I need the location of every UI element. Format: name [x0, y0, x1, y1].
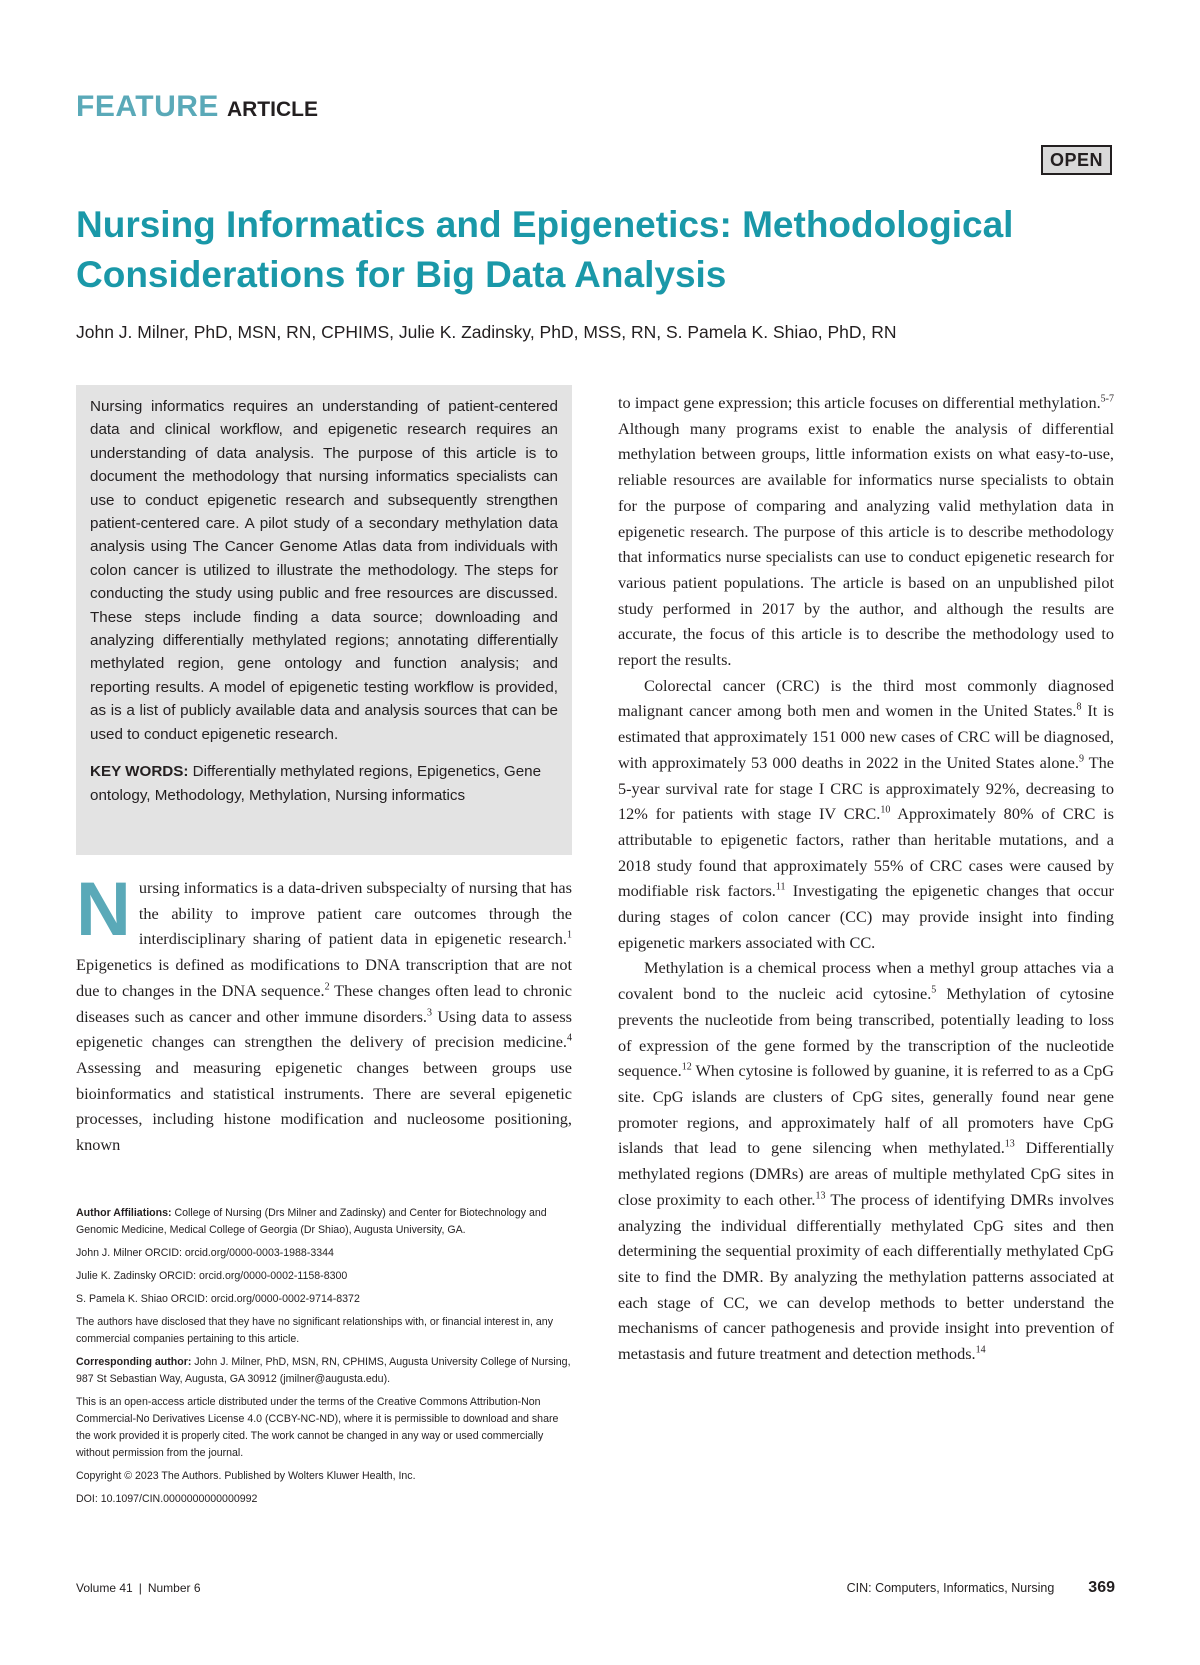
- footer-journal-name: CIN: Computers, Informatics, Nursing: [846, 1581, 1055, 1595]
- orcid-shiao: S. Pamela K. Shiao ORCID: orcid.org/0000-0002-9714-8372: [76, 1293, 360, 1305]
- keywords: [90, 760, 558, 807]
- abstract-text: Nursing informatics requires an understanding of patient-centered data and clinical workflow, and epigenetic research requires an understanding of data analysis. The purpose of this article is to document the methodology that nursing informatics specialists can use to conduct epigenetic research and subsequently strengthen patient-centered care. A pilot study of a secondary methylation data analysis using The Cancer Genome Atlas data from individuals with colon cancer is utilized to illustrate the methodology. The steps for conducting the study using public and free resources are discussed. These steps include finding a data source; downloading and analyzing differentially methylated regions; annotating differentially methylated region, gene ontology and function analysis; and reporting results. A model of epigenetic testing workflow is provided, as is a list of publicly available data and analysis sources that can be used to conduct epigenetic research.: [90, 398, 558, 743]
- footer-separator: |: [138, 1581, 142, 1595]
- license-note: This is an open-access article distributed under the terms of the Creative Commons Attribution-Non Commercial-No Derivatives License 4.0 (CCBY-NC-ND), where it is permissible to download and share the work provided it is properly cited. The work cannot be changed in any way or used commercially without permission from the journal.: [76, 1396, 559, 1459]
- footer-journal-info: [760, 1579, 1115, 1597]
- orcid-zadinsky: Julie K. Zadinsky ORCID: orcid.org/0000-0002-1158-8300: [76, 1270, 348, 1282]
- author-affiliations: Author Affiliations: College of Nursing (Drs Milner and Zadinsky) and Center for Biotechnology and Genomic Medicine, Medical College of Georgia (Dr Shiao), Augusta University, GA.: [76, 1207, 547, 1236]
- copyright: Copyright © 2023 The Authors. Published by Wolters Kluwer Health, Inc.: [76, 1470, 416, 1482]
- open-access-badge: OPEN: [1041, 145, 1112, 175]
- section-label-article: ARTICLE: [226, 98, 318, 121]
- body-column-right: [618, 390, 1114, 1367]
- doi: DOI: 10.1097/CIN.0000000000000992: [76, 1493, 258, 1505]
- disclosure: The authors have disclosed that they have no significant relationships with, or financial interest in, any commercial companies pertaining to this article.: [76, 1316, 553, 1345]
- section-label-feature: FEATURE: [76, 90, 219, 123]
- body-paragraph-1: Nursing informatics is a data-driven subspecialty of nursing that has the ability to improve patient care outcomes through the interdisciplinary sharing of patient data in epigenetic research.$^1$ Epigenetics is defined as modifications to DNA transcription that are not due to changes in the DNA sequence.$^2$ These changes often lead to chronic diseases such as cancer and other immune disorders.$^3$ Using data to assess epigenetic changes can strengthen the delivery of precision medicine.$^4$ Assessing and measuring epigenetic changes between groups use bioinformatics and statistical instruments. There are several epigenetic processes, including histone modification and nucleosome positioning, known: [76, 867, 572, 1155]
- abstract-box: [76, 385, 572, 855]
- footer-volume: Volume 41: [76, 1581, 133, 1595]
- drop-cap: N: [76, 867, 131, 952]
- footer-issue-info: [76, 1581, 201, 1595]
- section-label: [76, 90, 318, 124]
- keywords-list: Differentially methylated regions, Epigenetics, Gene ontology, Methodology, Methylation, Nursing informatics: [90, 763, 542, 804]
- footnotes: [76, 1205, 576, 1514]
- author-list: John J. Milner, PhD, MSN, RN, CPHIMS, Julie K. Zadinsky, PhD, MSS, RN, S. Pamela K. Shiao, PhD, RN: [76, 322, 897, 342]
- corresponding-author: Corresponding author: John J. Milner, PhD, MSN, RN, CPHIMS, Augusta University College of Nursing, 987 St Sebastian Way, Augusta, GA 30912 (jmilner@augusta.edu).: [76, 1356, 571, 1385]
- body-paragraph-3: Methylation is a chemical process when a methyl group attaches via a covalent bond to the nucleic acid cytosine.$^5$ Methylation of cytosine prevents the nucleotide from being transcribed, potentially leading to loss of expression of the gene formed by the transcription of the nucleotide sequence.$^{12}$ When cytosine is followed by guanine, it is referred to as a CpG site. CpG islands are clusters of CpG sites, generally found near gene promoter regions, and approximately half of all promoters have CpG islands that lead to gene silencing when methylated.$^{13}$ Differentially methylated regions (DMRs) are areas of multiple methylated CpG sites in close proximity to each other.$^{13}$ The process of identifying DMRs involves analyzing the individual differentially methylated CpG sites and then determining the sequential proximity of each differentially methylated CpG site to find the DMR. By analyzing the methylation patterns associated at each stage of CC, we can develop methods to better understand the mechanisms of cancer pathogenesis and provide insight into prevention of metastasis and future treatment and detection methods.$^{14}$: [618, 958, 1114, 1364]
- body-paragraph-2: Colorectal cancer (CRC) is the third most commonly diagnosed malignant cancer among both men and women in the United States.$^8$ It is estimated that approximately 151 000 new cases of CRC will be diagnosed, with approximately 53 000 deaths in 2022 in the United States alone.$^9$ The 5-year survival rate for stage I CRC is approximately 92%, decreasing to 12% for patients with stage IV CRC.$^{10}$ Approximately 80% of CRC is attributable to epigenetic factors, rather than heritable mutations, and a 2018 study found that approximately 55% of CRC cases were caused by modifiable risk factors.$^{11}$ Investigating the epigenetic changes that occur during stages of colon cancer (CC) may provide insight into finding epigenetic markers associated with CC.: [618, 675, 1114, 952]
- page-number: 369: [1088, 1579, 1115, 1596]
- body-column-left: [76, 867, 572, 1158]
- orcid-milner: John J. Milner ORCID: orcid.org/0000-0003-1988-3344: [76, 1247, 334, 1259]
- footer-number: Number 6: [147, 1581, 201, 1595]
- keywords-label: KEY WORDS:: [90, 763, 189, 781]
- article-title: Nursing Informatics and Epigenetics: Methodological Considerations for Big Data Analysis: [76, 204, 1014, 295]
- body-paragraph-1-continued: to impact gene expression; this article focuses on differential methylation.$^{5-7}$ Although many programs exist to enable the analysis of differential methylation between groups, little information exists on what easy-to-use, reliable resources are available for informatics nurse specialists to obtain for the purpose of comparing and analyzing valid methylation data in epigenetic research. The purpose of this article is to describe methodology that informatics nurse specialists can use to conduct epigenetic research for various patient populations. The article is based on an unpublished pilot study performed in 2017 by the author, and although the results are accurate, the focus of this article is to describe the methodology used to report the results.: [618, 393, 1114, 670]
